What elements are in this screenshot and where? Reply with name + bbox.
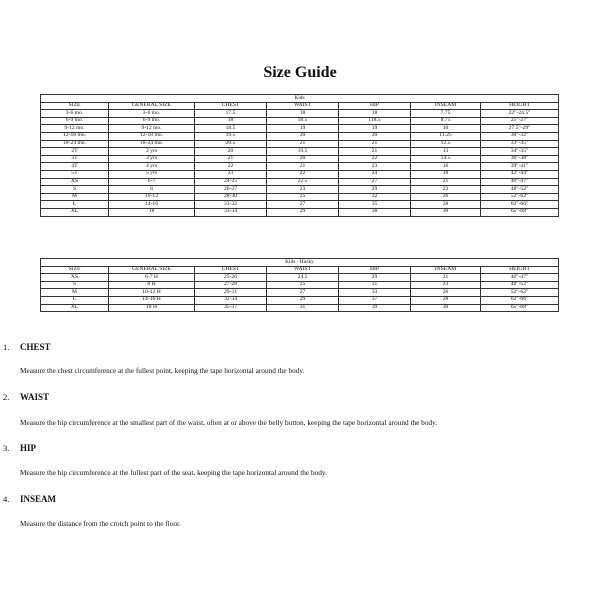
table-cell: 62"-66"	[481, 201, 559, 209]
husky-table-body	[41, 274, 559, 312]
table-cell: 39"-41"	[481, 163, 559, 171]
table-row	[41, 163, 559, 171]
table-cell: 21	[195, 155, 267, 163]
husky-size-table	[40, 258, 559, 312]
column-header: INSEAM	[411, 266, 481, 274]
section-description: Measure the hip circumference at the smallest part of the waist, often at or above the belly button, keeping the tape horizontal around the body.	[20, 418, 438, 427]
table-cell: 29	[267, 208, 339, 216]
table-cell: XL	[41, 208, 109, 216]
section-number: 3.	[3, 443, 10, 453]
table-cell: 12.5	[411, 140, 481, 148]
table-cell: 31	[267, 304, 339, 312]
table-cell: XL	[41, 304, 109, 312]
column-header: CHEST	[195, 266, 267, 274]
section-name: INSEAM	[20, 494, 57, 504]
table-cell: 4T	[41, 163, 109, 171]
table-row	[41, 110, 559, 118]
table-cell: 22	[339, 155, 411, 163]
table-cell: 24-25	[195, 178, 267, 186]
column-header: HEIGHT	[481, 266, 559, 274]
table-cell: 25-26	[195, 274, 267, 282]
table-cell: 30	[411, 304, 481, 312]
column-header: HIP	[339, 266, 411, 274]
table-cell: 37	[339, 296, 411, 304]
table-cell: 18.5	[267, 117, 339, 125]
section-name: CHEST	[20, 342, 51, 352]
table-cell: L	[41, 296, 109, 304]
table-cell: 32-34	[195, 296, 267, 304]
section-number: 1.	[3, 342, 10, 352]
table-cell: 21	[267, 140, 339, 148]
column-header: WAIST	[267, 102, 339, 110]
table-cell: 10-12	[109, 193, 195, 201]
section-heading	[3, 494, 56, 504]
table-cell: 6-9 mo.	[109, 117, 195, 125]
table-cell: S	[41, 186, 109, 194]
table-row	[41, 125, 559, 133]
section-name: WAIST	[20, 392, 50, 402]
table-cell: 21	[339, 148, 411, 156]
table-cell: 14-16 H	[109, 296, 195, 304]
column-header: SIZE	[41, 102, 109, 110]
table-cell: 5 yrs	[109, 170, 195, 178]
table-cell: 24	[339, 170, 411, 178]
husky-header-row	[41, 266, 559, 274]
table-cell: 18	[411, 170, 481, 178]
table-cell: 18 H	[109, 304, 195, 312]
section-heading	[3, 392, 49, 402]
table-cell: 24.5	[267, 274, 339, 282]
table-cell: 36"-38"	[481, 155, 559, 163]
table-cell: XS	[41, 274, 109, 282]
table-row	[41, 140, 559, 148]
table-row	[41, 148, 559, 156]
section-description: Measure the distance from the crotch point to the floor.	[20, 519, 181, 528]
table-cell: 9-12 mo.	[41, 125, 109, 133]
table-cell: 20	[267, 155, 339, 163]
table-cell: 27-28	[195, 281, 267, 289]
table-cell: 18	[109, 208, 195, 216]
column-header: GENERAL SIZE	[109, 266, 195, 274]
table-cell: 40"-47"	[481, 274, 559, 282]
table-cell: 8 H	[109, 281, 195, 289]
table-cell: L	[41, 201, 109, 209]
table-cell: 11.25	[411, 132, 481, 140]
table-row	[41, 132, 559, 140]
table-cell: 6-9 mo.	[41, 117, 109, 125]
table-cell: 20	[339, 132, 411, 140]
section-heading	[3, 342, 51, 352]
table-cell: 65"-68"	[481, 208, 559, 216]
table-row	[41, 274, 559, 282]
table-cell: 19	[267, 125, 339, 133]
table-cell: 35-37	[195, 304, 267, 312]
table-cell: 52"-62"	[481, 289, 559, 297]
table-cell: 33-34	[195, 208, 267, 216]
table-cell: 39	[339, 304, 411, 312]
table-cell: 65"-68"	[481, 304, 559, 312]
table-cell: 21	[339, 140, 411, 148]
table-cell: 18-24 mo.	[41, 140, 109, 148]
table-cell: 31	[339, 281, 411, 289]
table-cell: 18	[195, 117, 267, 125]
table-row	[41, 304, 559, 312]
table-cell: 13	[411, 148, 481, 156]
table-cell: 35	[339, 201, 411, 209]
table-cell: 25	[267, 281, 339, 289]
table-cell: 48"-52"	[481, 186, 559, 194]
column-header: INSEAM	[411, 102, 481, 110]
table-cell: 7.75	[411, 110, 481, 118]
table-cell: 26	[411, 289, 481, 297]
table-cell: 26-27	[195, 186, 267, 194]
table-cell: 19.5	[267, 148, 339, 156]
table-row	[41, 193, 559, 201]
table-cell: 23	[195, 170, 267, 178]
table-cell: 23	[339, 163, 411, 171]
kids-size-table	[40, 94, 559, 217]
table-cell: 48"-52"	[481, 281, 559, 289]
table-row	[41, 186, 559, 194]
table-row	[41, 155, 559, 163]
column-header: HIP	[339, 102, 411, 110]
table-cell: 31-32	[195, 201, 267, 209]
table-cell: 2T	[41, 148, 109, 156]
table-cell: 30	[411, 208, 481, 216]
table-cell: 32	[339, 193, 411, 201]
table-cell: 118.5	[339, 117, 411, 125]
table-cell: 23	[267, 186, 339, 194]
table-cell: 22.5	[267, 178, 339, 186]
table-cell: 28-30	[195, 193, 267, 201]
section-description: Measure the chest circumference at the fullest point, keeping the tape horizontal around the body.	[20, 366, 305, 375]
column-header: SIZE	[41, 266, 109, 274]
table-cell: 22	[195, 163, 267, 171]
table-cell: 28	[411, 296, 481, 304]
table-cell: 10-12 H	[109, 289, 195, 297]
table-cell: 22	[267, 170, 339, 178]
column-header: WAIST	[267, 266, 339, 274]
table-cell: 12-18 mo.	[109, 132, 195, 140]
column-header: HEIGHT	[481, 102, 559, 110]
table-row	[41, 296, 559, 304]
table-cell: XS	[41, 178, 109, 186]
table-cell: 3 yrs	[109, 155, 195, 163]
table-cell: 18	[339, 110, 411, 118]
table-row	[41, 117, 559, 125]
table-cell: 27	[267, 201, 339, 209]
table-cell: 29	[339, 186, 411, 194]
section-name: HIP	[20, 443, 37, 453]
table-cell: 21	[267, 163, 339, 171]
table-row	[41, 289, 559, 297]
table-cell: 29-31	[195, 289, 267, 297]
page-title: Size Guide	[263, 64, 337, 81]
table-cell: 26	[411, 193, 481, 201]
table-cell: 42"-44"	[481, 170, 559, 178]
table-cell: 14.5	[411, 155, 481, 163]
table-cell: 25	[267, 193, 339, 201]
table-cell: 20	[195, 148, 267, 156]
table-cell: M	[41, 193, 109, 201]
table-cell: 19	[339, 125, 411, 133]
table-cell: 20	[267, 132, 339, 140]
table-cell: 25"-27"	[481, 117, 559, 125]
table-cell: 16	[411, 163, 481, 171]
table-cell: 9-12 mo.	[109, 125, 195, 133]
kids-table-caption: Kids	[40, 94, 559, 102]
table-cell: 6-7	[109, 178, 195, 186]
table-cell: 4 yrs	[109, 163, 195, 171]
husky-table-caption: Kids - Husky	[40, 258, 559, 266]
table-cell: 18-24 mo.	[109, 140, 195, 148]
section-description: Measure the hip circumference at the fullest part of the seat, keeping the tape horizontal around the body.	[20, 468, 327, 477]
table-cell: 10	[411, 125, 481, 133]
column-header: GENERAL SIZE	[109, 102, 195, 110]
table-cell: 6-7 H	[109, 274, 195, 282]
table-cell: 30"-32"	[481, 132, 559, 140]
kids-table-body	[41, 110, 559, 216]
section-number: 4.	[3, 494, 10, 504]
table-cell: 62"-66"	[481, 296, 559, 304]
table-cell: 21	[411, 274, 481, 282]
table-cell: 20.5	[195, 140, 267, 148]
table-cell: 12-18 mo.	[41, 132, 109, 140]
column-header: CHEST	[195, 102, 267, 110]
table-cell: 23	[411, 281, 481, 289]
table-cell: 3-6 mo.	[109, 110, 195, 118]
table-cell: 40"-47"	[481, 178, 559, 186]
table-cell: 19.5	[195, 132, 267, 140]
table-cell: 28	[411, 201, 481, 209]
table-cell: 27	[339, 178, 411, 186]
table-cell: 27	[267, 289, 339, 297]
table-cell: S	[41, 281, 109, 289]
table-row	[41, 201, 559, 209]
section-heading	[3, 443, 36, 453]
table-cell: 3-6 mo.	[41, 110, 109, 118]
table-row	[41, 281, 559, 289]
table-cell: 18	[267, 110, 339, 118]
table-cell: 17.5	[195, 110, 267, 118]
table-cell: 33	[339, 289, 411, 297]
section-number: 2.	[3, 392, 10, 402]
table-cell: 29	[267, 296, 339, 304]
kids-header-row	[41, 102, 559, 110]
table-cell: 23	[411, 186, 481, 194]
table-row	[41, 208, 559, 216]
table-cell: 38	[339, 208, 411, 216]
table-row	[41, 178, 559, 186]
table-cell: 18.5	[195, 125, 267, 133]
table-cell: 21	[411, 178, 481, 186]
table-cell: 8.75	[411, 117, 481, 125]
table-cell: 14-16	[109, 201, 195, 209]
table-cell: 34"-35"	[481, 148, 559, 156]
table-row	[41, 170, 559, 178]
table-cell: 52"-62"	[481, 193, 559, 201]
table-cell: 27.5"-29"	[481, 125, 559, 133]
table-cell: 33"-35"	[481, 140, 559, 148]
table-cell: 3T	[41, 155, 109, 163]
table-cell: 2 yrs	[109, 148, 195, 156]
table-cell: 5T	[41, 170, 109, 178]
table-cell: 22"-24.5"	[481, 110, 559, 118]
table-cell: 29	[339, 274, 411, 282]
table-cell: 8	[109, 186, 195, 194]
table-cell: M	[41, 289, 109, 297]
